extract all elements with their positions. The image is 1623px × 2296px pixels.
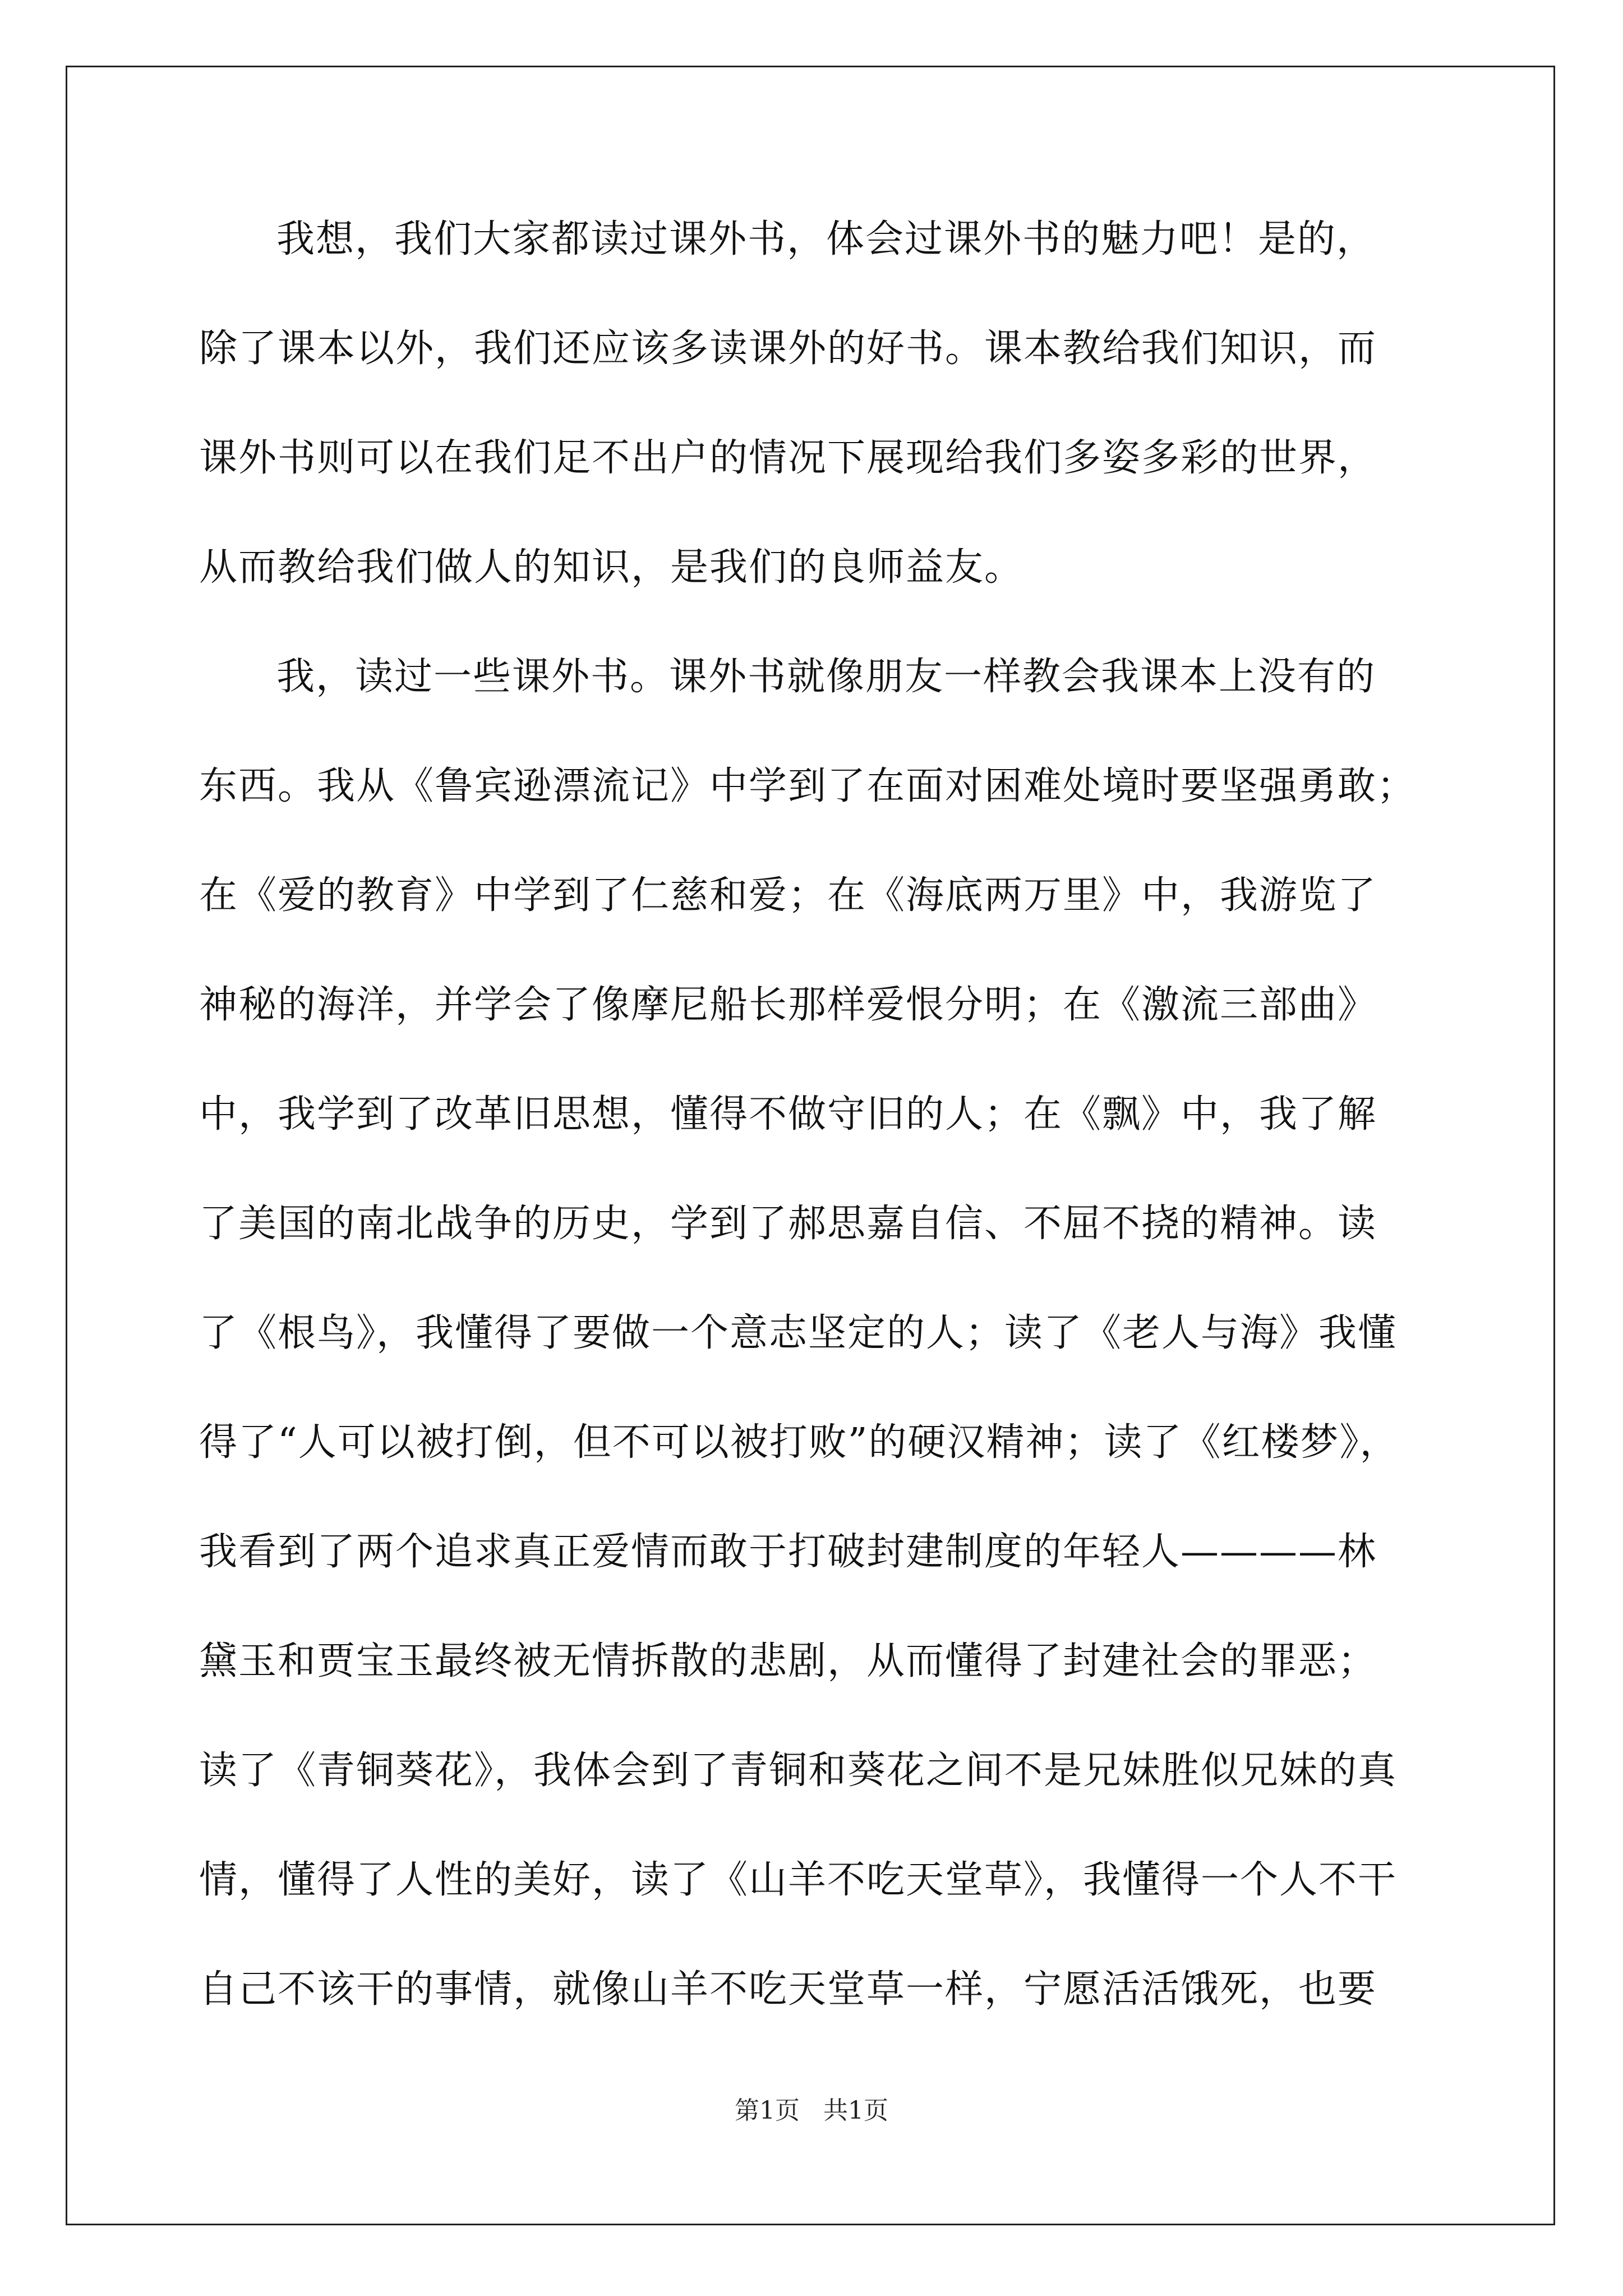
text-line: 东西。我从《鲁宾逊漂流记》中学到了在面对困难处境时要坚强勇敢； [199,764,1417,808]
text-line: 得了“人可以被打倒，但不可以被打败”的硬汉精神；读了《红楼梦》， [199,1420,1399,1465]
text-line: 自己不该干的事情，就像山羊不吃天堂草一样，宁愿活活饿死，也要 [199,1967,1377,2012]
text-line: 我看到了两个追求真正爱情而敢于打破封建制度的年轻人————林 [199,1530,1377,1574]
text-line: 情，懂得了人性的美好，读了《山羊不吃天堂草》，我懂得一个人不干 [199,1858,1398,1902]
text-line: 了《根鸟》，我懂得了要做一个意志坚定的人；读了《老人与海》我懂 [199,1311,1398,1355]
text-line: 了美国的南北战争的历史，学到了郝思嘉自信、不屈不挠的精神。读 [199,1202,1377,1246]
text-line: 在《爱的教育》中学到了仁慈和爱；在《海底两万里》中，我游览了 [199,873,1377,918]
text-line: 神秘的海洋，并学会了像摩尼船长那样爱恨分明；在《激流三部曲》 [199,983,1377,1027]
text-line: 黛玉和贾宝玉最终被无情拆散的悲剧，从而懂得了封建社会的罪恶； [199,1639,1377,1683]
text-line: 我想，我们大家都读过课外书，体会过课外书的魅力吧！是的， [276,217,1376,261]
page-footer: 第1页 共1页 [735,2096,888,2125]
text-line: 中，我学到了改革旧思想，懂得不做守旧的人；在《飘》中，我了解 [199,1092,1377,1137]
text-line: 读了《青铜葵花》，我体会到了青铜和葵花之间不是兄妹胜似兄妹的真 [199,1749,1398,1793]
text-line: 除了课本以外，我们还应该多读课外的好书。课本教给我们知识，而 [199,326,1377,371]
text-line: 我，读过一些课外书。课外书就像朋友一样教会我课本上没有的 [276,655,1376,699]
text-line: 课外书则可以在我们足不出户的情况下展现给我们多姿多彩的世界， [199,436,1377,480]
text-line: 从而教给我们做人的知识，是我们的良师益友。 [199,545,1024,590]
document-body [199,209,1433,2068]
